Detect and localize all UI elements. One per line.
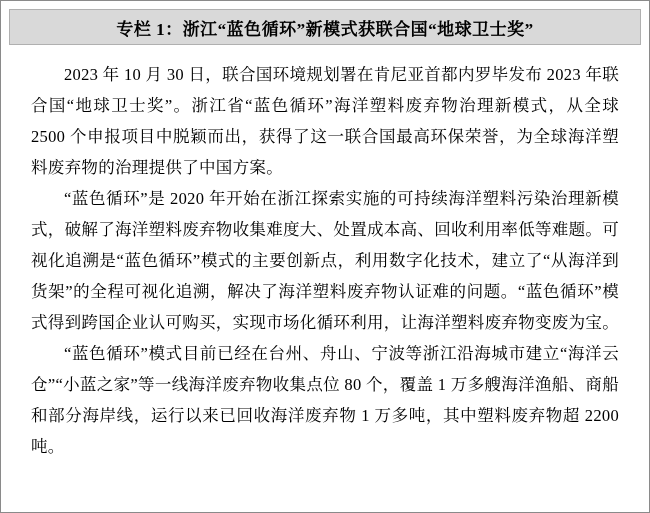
paragraph: “蓝色循环”模式目前已经在台州、舟山、宁波等浙江沿海城市建立“海洋云仓”“小蓝之家”等一线海洋废弃物收集点位 80 个，覆盖 1 万多艘海洋渔船、商船和部分海岸线，运行以来已回收海洋废弃物 1 万多吨，其中塑料废弃物超 2200 吨。 xyxy=(31,344,619,456)
document-body xyxy=(1,45,649,462)
paragraph: “蓝色循环”是 2020 年开始在浙江探索实施的可持续海洋塑料污染治理新模式，破解了海洋塑料废弃物收集难度大、处置成本高、回收利用率低等难题。可视化追溯是“蓝色循环”模式的主要创新点，利用数字化技术，建立了“从海洋到货架”的全程可视化追溯，解决了海洋塑料废弃物认证难的问题。“蓝色循环”模式得到跨国企业认可购买，实现市场化循环利用，让海洋塑料废弃物变废为宝。 xyxy=(31,189,619,332)
box-title-band xyxy=(9,9,641,45)
page-title: 专栏 1：浙江“蓝色循环”新模式获联合国“地球卫士奖” xyxy=(116,19,534,39)
paragraph: 2023 年 10 月 30 日，联合国环境规划署在肯尼亚首都内罗毕发布 2023 年联合国“地球卫士奖”。浙江省“蓝色循环”海洋塑料废弃物治理新模式，从全球 2500 个申报项目中脱颖而出，获得了这一联合国最高环保荣誉，为全球海洋塑料废弃物的治理提供了中国方案。 xyxy=(31,65,619,177)
